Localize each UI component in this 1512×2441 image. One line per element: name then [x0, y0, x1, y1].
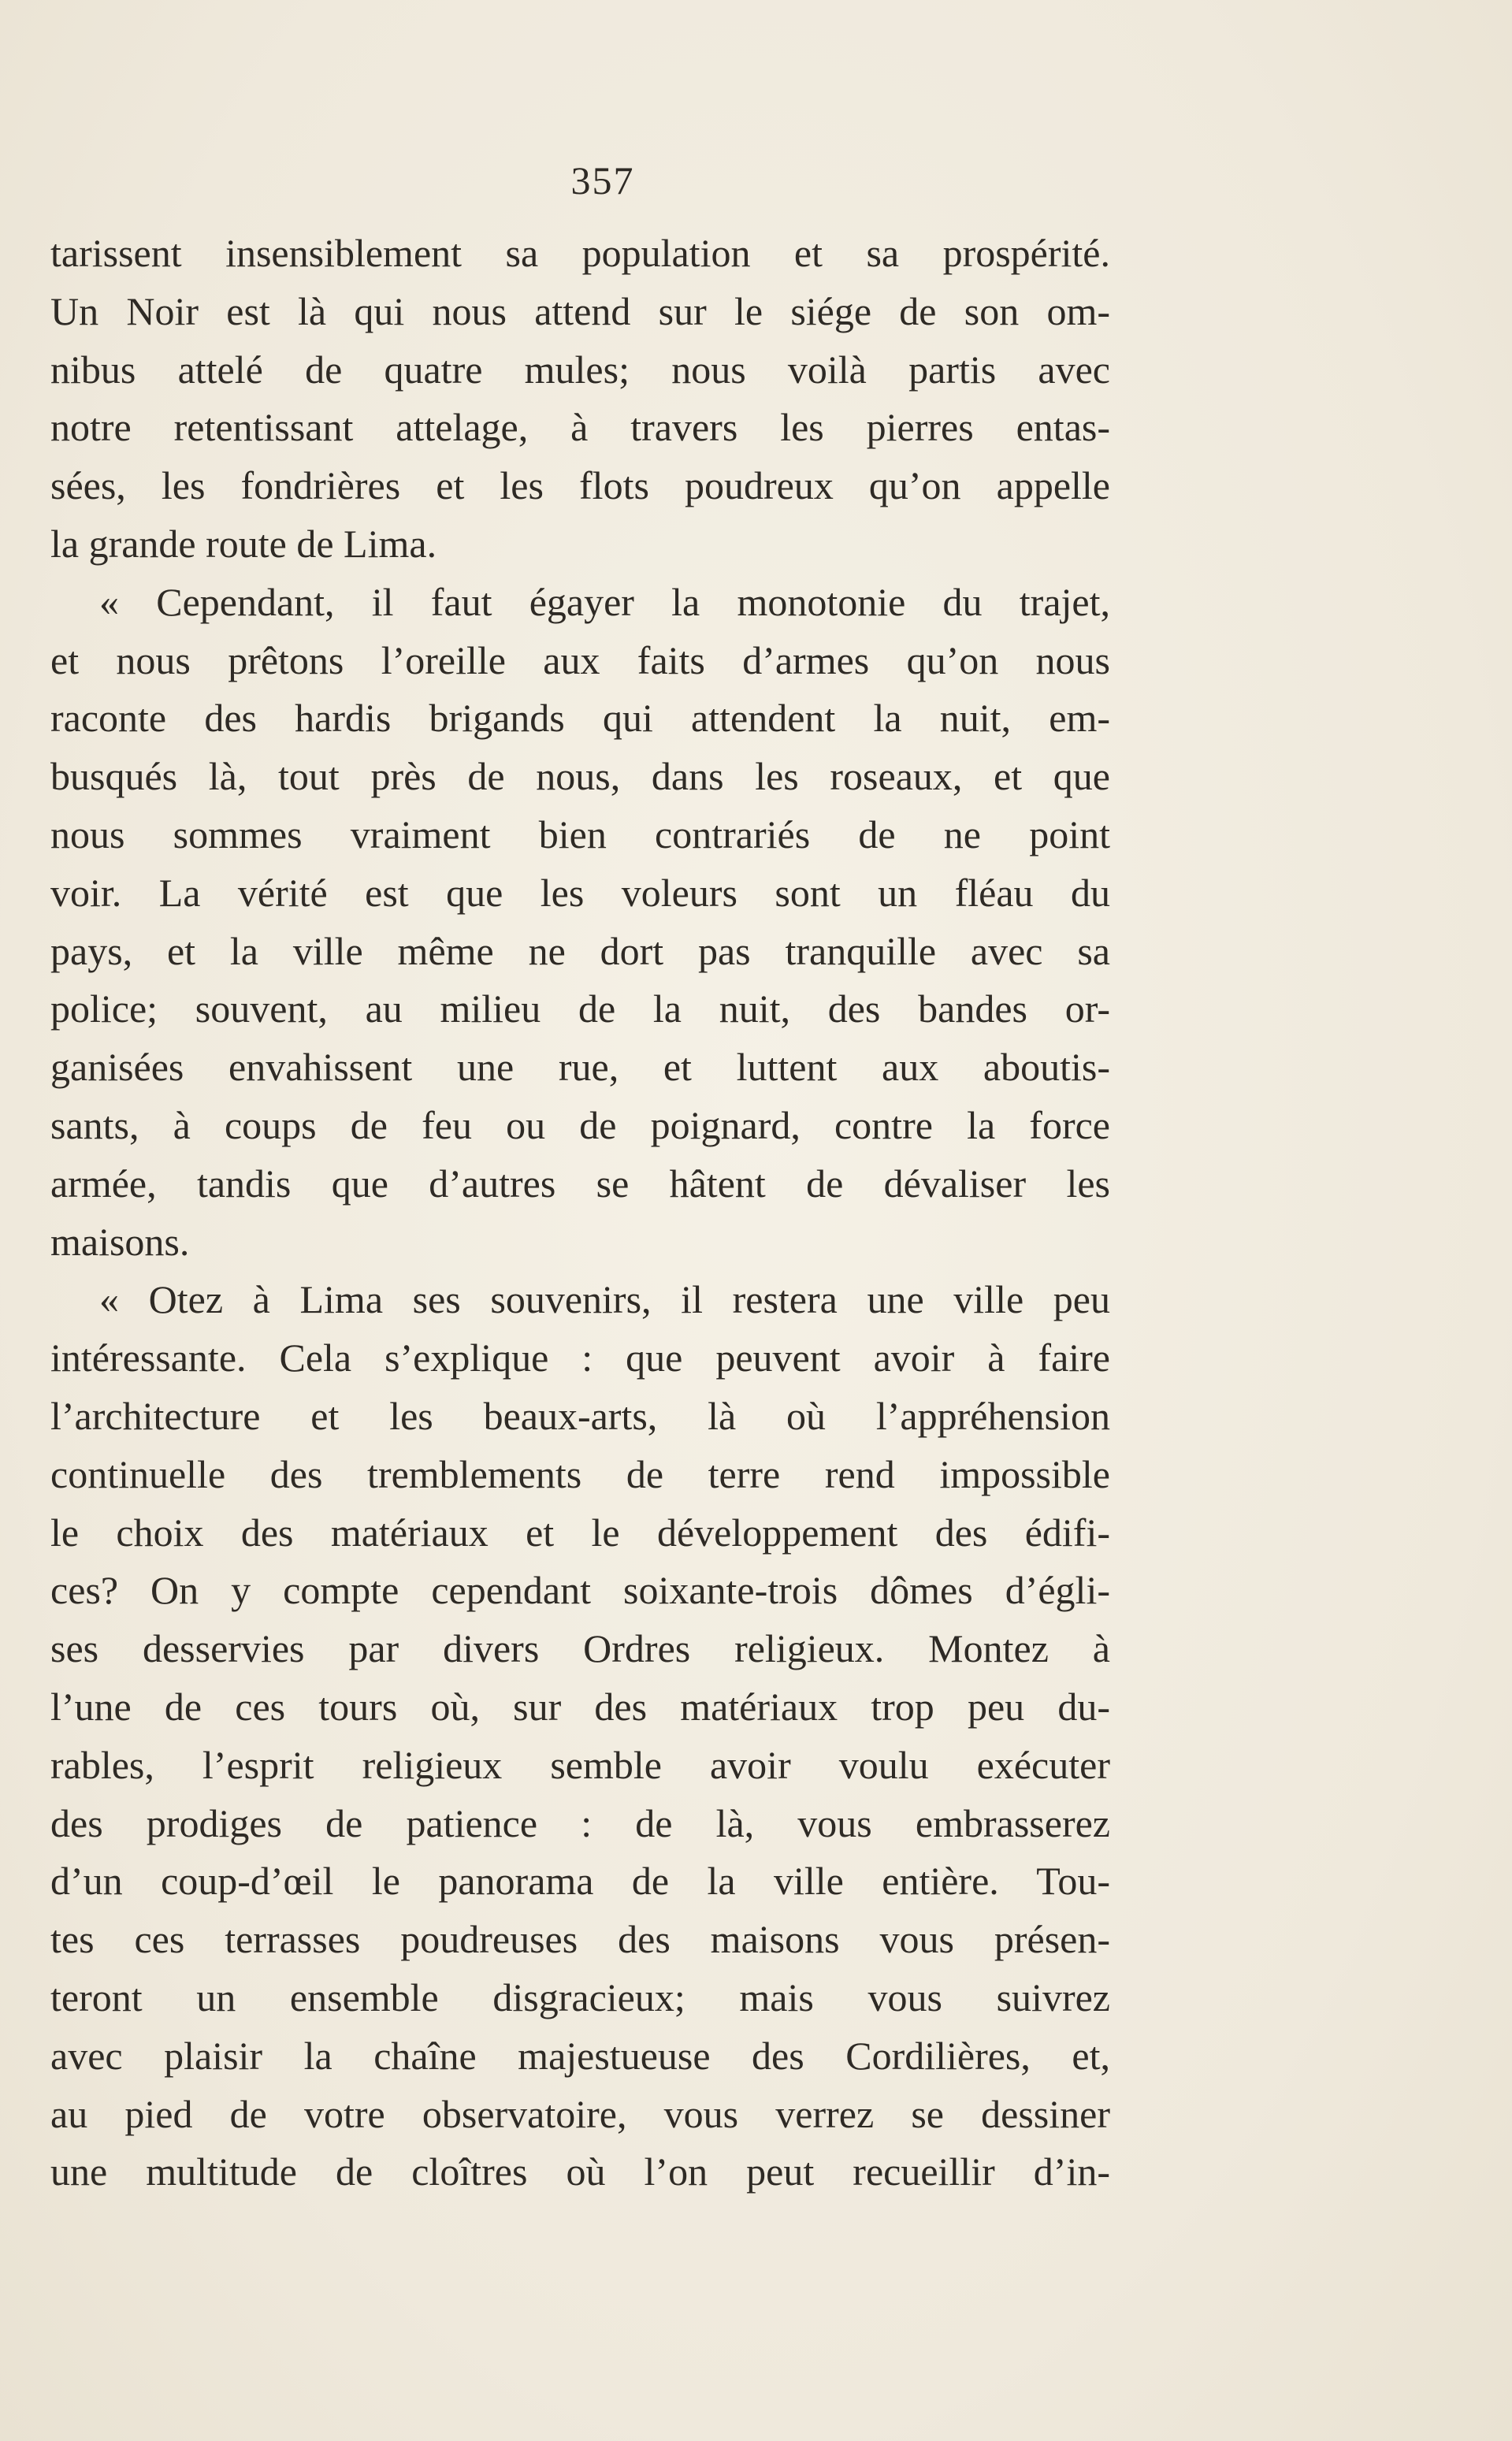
text-line: ces? On y compte cependant soixante-trois dômes d’égli-	[50, 1568, 1110, 1613]
page-number: 357	[570, 158, 635, 202]
text-line: intéressante. Cela s’explique : que peuvent avoir à faire	[50, 1336, 1110, 1380]
text-line: tes ces terrasses poudreuses des maisons vous présen-	[50, 1917, 1110, 1962]
text-line: ses desservies par divers Ordres religieux. Montez à	[50, 1626, 1110, 1671]
text-line: Un Noir est là qui nous attend sur le siége de son om-	[50, 288, 1110, 333]
text-line: la grande route de Lima.	[50, 521, 437, 566]
text-line: police; souvent, au milieu de la nuit, des bandes or-	[50, 986, 1110, 1031]
text-line: des prodiges de patience : de là, vous embrasserez	[50, 1800, 1110, 1845]
text-line: nibus attelé de quatre mules; nous voilà partis avec	[50, 347, 1110, 392]
text-line: « Otez à Lima ses souvenirs, il restera une ville peu	[99, 1277, 1110, 1322]
text-line: notre retentissant attelage, à travers les pierres entas-	[50, 405, 1110, 450]
text-line: continuelle des tremblements de terre rend impossible	[50, 1451, 1110, 1496]
text-line: le choix des matériaux et le développement des édifi-	[50, 1510, 1110, 1555]
text-line: rables, l’esprit religieux semble avoir voulu exécuter	[50, 1742, 1110, 1787]
text-line: sées, les fondrières et les flots poudreux qu’on appelle	[50, 463, 1110, 508]
text-line: armée, tandis que d’autres se hâtent de dévaliser les	[50, 1161, 1110, 1206]
text-line: teront un ensemble disgracieux; mais vous suivrez	[50, 1975, 1110, 2019]
text-line: maisons.	[50, 1219, 190, 1264]
body-text	[50, 225, 1110, 2201]
text-line: l’architecture et les beaux-arts, là où l’appréhension	[50, 1393, 1110, 1438]
text-line: au pied de votre observatoire, vous verrez se dessiner	[50, 2091, 1110, 2136]
text-line: avec plaisir la chaîne majestueuse des Cordilières, et,	[50, 2033, 1110, 2078]
text-line: raconte des hardis brigands qui attendent la nuit, em-	[50, 696, 1110, 741]
text-line: l’une de ces tours où, sur des matériaux trop peu du-	[50, 1684, 1110, 1729]
text-line: ganisées envahissent une rue, et luttent aux aboutis-	[50, 1045, 1110, 1090]
text-line: tarissent insensiblement sa population et sa prospérité.	[50, 231, 1110, 275]
text-line: pays, et la ville même ne dort pas tranquille avec sa	[50, 928, 1110, 973]
text-line: d’un coup-d’œil le panorama de la ville entière. Tou-	[50, 1859, 1110, 1904]
text-line: une multitude de cloîtres où l’on peut recueillir d’in-	[50, 2149, 1110, 2194]
text-line: et nous prêtons l’oreille aux faits d’armes qu’on nous	[50, 637, 1110, 682]
text-line: « Cependant, il faut égayer la monotonie du trajet,	[99, 579, 1110, 624]
text-line: voir. La vérité est que les voleurs sont un fléau du	[50, 870, 1110, 915]
text-line: busqués là, tout près de nous, dans les roseaux, et que	[50, 754, 1110, 799]
text-line: nous sommes vraiment bien contrariés de ne point	[50, 812, 1110, 856]
text-line: sants, à coups de feu ou de poignard, contre la force	[50, 1102, 1110, 1147]
